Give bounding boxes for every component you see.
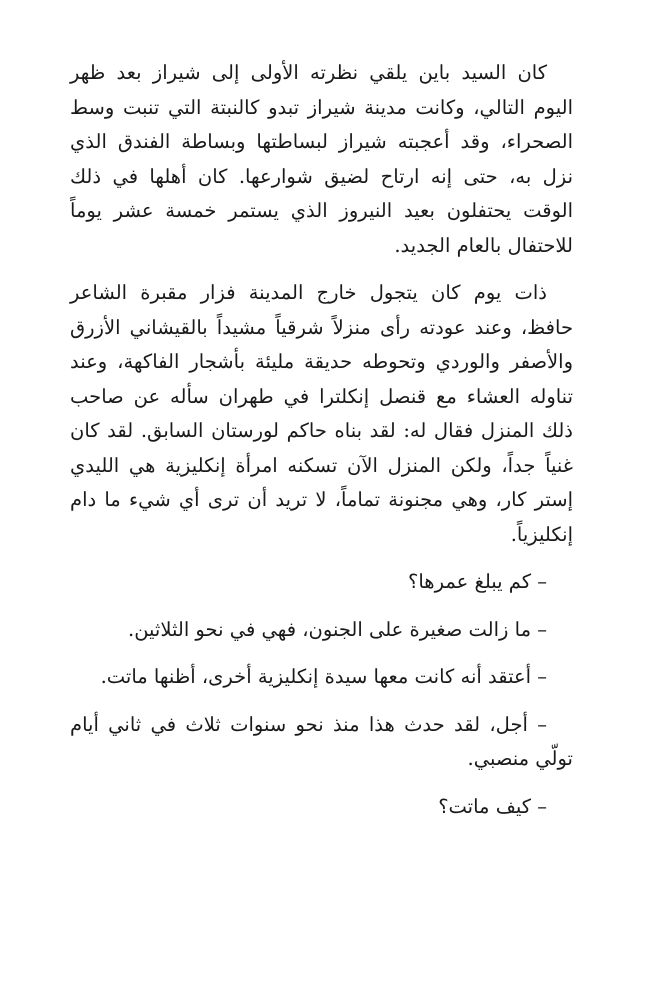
book-page — [70, 56, 573, 837]
dialogue-line-other-lady: – أعتقد أنه كانت معها سيدة إنكليزية أخرى، أظنها ماتت. — [100, 665, 547, 688]
dialogue-line-age-question: – كم يبلغ عمرها؟ — [408, 570, 547, 593]
paragraph-hafez-visit: ذات يوم كان يتجول خارج المدينة فزار مقبرة الشاعر حافظ، وعند عودته رأى منزلاً شرقياً مشيداً بالقيشاني الأزرق والأصفر والوردي وتحوطه حديقة مليئة بأشجار الفاكهة، وعند تناوله العشاء مع قنصل إنكلترا في طهران سأله عن صاحب ذلك المنزل فقال له: لقد بناه حاكم لورستان السابق. لقد كان غنياً جداً، ولكن المنزل الآن تسكنه امرأة إنكليزية هي الليدي إستر كار، وهي مجنونة تماماً، لا تريد أن ترى أي شيء ما دام إنكليزياً. — [70, 281, 573, 546]
dialogue-line-how-died: – كيف ماتت؟ — [438, 794, 547, 818]
paragraph-shiraz-arrival: كان السيد باين يلقي نظرته الأولى إلى شيراز بعد ظهر اليوم التالي، وكانت مدينة شيراز تبدو كالنبتة التي تنبت وسط الصحراء، وقد أعجبته شيراز لبساطتها وبساطة الفندق الذي نزل به، حتى إنه ارتاح لضيق شوارعها. كان أهلها في ذلك الوقت يحتفلون بعيد النيروز الذي يستمر خمسة عشر يوماً للاحتفال بالعام الجديد. — [70, 61, 573, 257]
dialogue-line-three-years: – أجل، لقد حدث هذا منذ نحو سنوات ثلاث في ثاني أيام تولّي منصبي. — [70, 712, 573, 770]
dialogue-line-age-answer: – ما زالت صغيرة على الجنون، فهي في نحو الثلاثين. — [128, 617, 547, 641]
